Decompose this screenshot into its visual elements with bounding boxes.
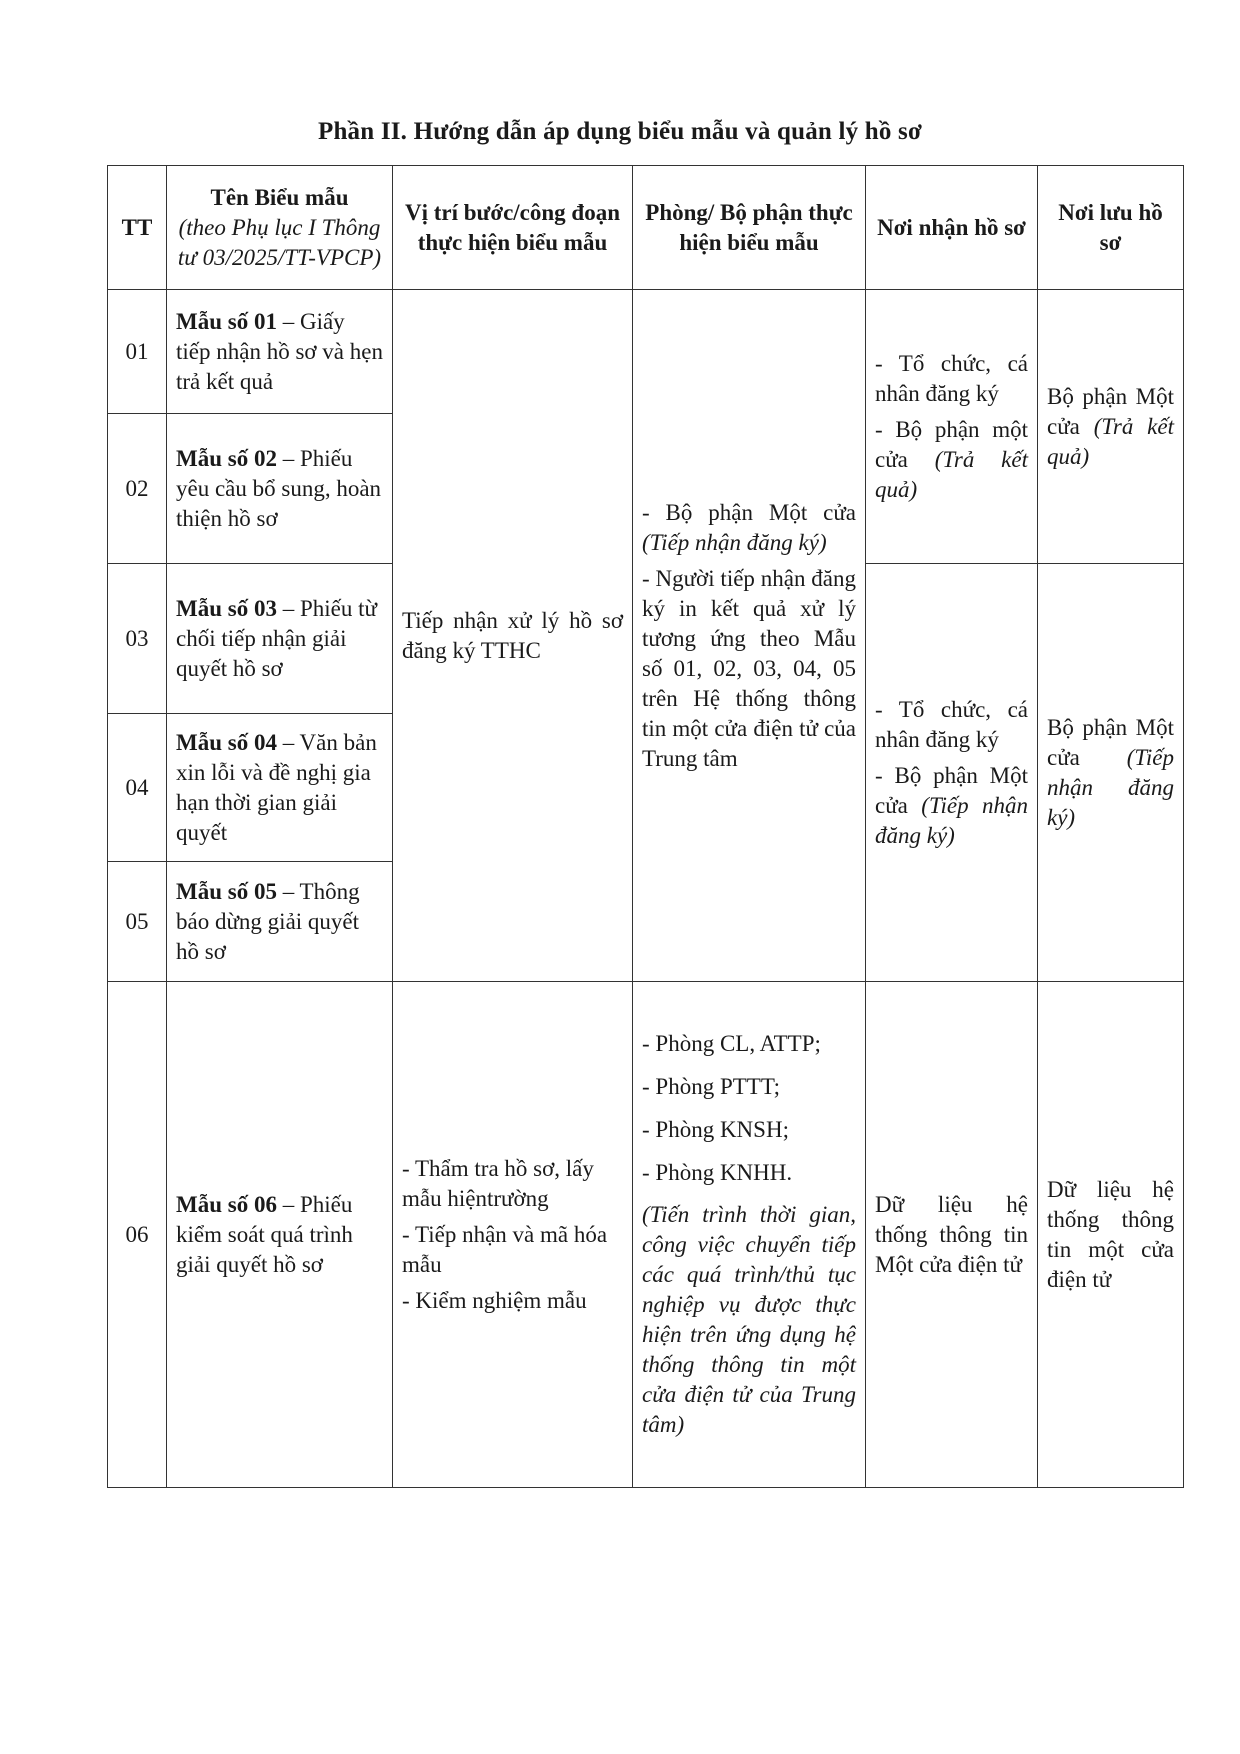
- header-form-name-note: (theo Phụ lục I Thông tư 03/2025/TT-VPCP): [177, 214, 382, 270]
- form-number: Mẫu số 06: [176, 1191, 277, 1217]
- form-number: Mẫu số 01: [176, 308, 277, 334]
- form-name-cell: [167, 982, 393, 1488]
- dept-item: - Phòng KNHH.: [642, 1160, 793, 1185]
- dept-note: (Tiến trình thời gian, công việc chuyển tiếp các quá trình/thủ tục nghiệp vụ được thực hiện trên ứng dụng hệ thống thông tin một cửa điện tử của Trung tâm): [642, 1202, 856, 1437]
- step-cell-group2: [393, 982, 633, 1488]
- form-description: – Phiếu yêu cầu bổ sung, hoàn thiện hồ sơ: [176, 445, 382, 531]
- form-name-cell: [167, 714, 393, 862]
- receiver-item: - Tổ chức, cá nhân đăng ký: [875, 350, 1028, 406]
- header-receiver: Nơi nhận hồ sơ: [866, 166, 1038, 290]
- storage-cell-a: [1038, 290, 1184, 564]
- dept-item-text: - Bộ phận Một cửa: [642, 499, 856, 525]
- receiver-item: [875, 761, 1028, 851]
- dept-item: - Phòng CL, ATTP;: [642, 1031, 821, 1056]
- row-number: 03: [108, 564, 167, 714]
- header-dept: Phòng/ Bộ phận thực hiện biểu mẫu: [633, 166, 866, 290]
- row-number: 05: [108, 862, 167, 982]
- row-number: 06: [108, 982, 167, 1488]
- table-row: [108, 290, 1184, 414]
- forms-table: [107, 165, 1184, 1488]
- row-number: 02: [108, 414, 167, 564]
- storage-cell-b: [1038, 564, 1184, 982]
- receiver-item-text: - Bộ phận một cửa: [875, 416, 1028, 472]
- row-number: 04: [108, 714, 167, 862]
- dept-item-note: (Tiếp nhận đăng ký): [642, 529, 827, 555]
- header-step: Vị trí bước/công đoạn thực hiện biểu mẫu: [393, 166, 633, 290]
- header-form-name: [167, 166, 393, 290]
- dept-cell-group2: [633, 982, 866, 1488]
- receiver-cell-group2: Dữ liệu hệ thống thông tin Một cửa điện tử: [866, 982, 1038, 1488]
- storage-note: (Tiếp nhận đăng ký): [1047, 744, 1174, 830]
- dept-item: - Phòng PTTT;: [642, 1074, 781, 1099]
- step-item: - Tiếp nhận và mã hóa mẫu: [402, 1221, 608, 1277]
- storage-text: Bộ phận Một cửa: [1047, 383, 1174, 439]
- form-description: – Văn bản xin lỗi và đề nghị gia hạn thời gian giải quyết: [176, 729, 377, 845]
- form-number: Mẫu số 04: [176, 729, 277, 755]
- storage-text: Bộ phận Một cửa: [1047, 714, 1174, 770]
- dept-item: [642, 498, 856, 558]
- receiver-item-note: (Trả kết quả): [875, 446, 1028, 502]
- header-row: [108, 166, 1184, 290]
- step-cell-group1: [393, 290, 633, 982]
- receiver-item-text: - Bộ phận Một cửa: [875, 762, 1028, 818]
- step-item: - Kiểm nghiệm mẫu: [402, 1287, 587, 1313]
- header-form-name-label: Tên Biểu mẫu: [210, 184, 349, 210]
- form-description: – Phiếu từ chối tiếp nhận giải quyết hồ sơ: [176, 595, 377, 681]
- storage-cell-group2: Dữ liệu hệ thống thông tin một cửa điện tử: [1038, 982, 1184, 1488]
- step-item: - Thẩm tra hồ sơ, lấy mẫu hiệntrường: [402, 1155, 594, 1211]
- step-text: Tiếp nhận xử lý hồ sơ đăng ký TTHC: [402, 607, 623, 663]
- form-number: Mẫu số 02: [176, 445, 277, 471]
- form-name-cell: [167, 564, 393, 714]
- receiver-cell-b: [866, 564, 1038, 982]
- form-name-cell: [167, 414, 393, 564]
- dept-item: - Người tiếp nhận đăng ký in kết quả xử lý tương ứng theo Mẫu số 01, 02, 03, 04, 05 trên Hệ thống thông tin một cửa điện tử của Trung tâm: [642, 565, 856, 771]
- receiver-cell-a: [866, 290, 1038, 564]
- dept-item: - Phòng KNSH;: [642, 1117, 789, 1142]
- form-name-cell: [167, 862, 393, 982]
- header-tt: TT: [108, 166, 167, 290]
- receiver-item: [875, 415, 1028, 505]
- form-description: – Giấy tiếp nhận hồ sơ và hẹn trả kết quả: [176, 308, 383, 394]
- form-number: Mẫu số 03: [176, 595, 277, 621]
- form-number: Mẫu số 05: [176, 878, 277, 904]
- form-description: – Thông báo dừng giải quyết hồ sơ: [176, 878, 360, 964]
- storage-note: (Trả kết quả): [1047, 413, 1174, 469]
- page-title: Phần II. Hướng dẫn áp dụng biểu mẫu và quản lý hồ sơ: [317, 118, 922, 145]
- dept-cell-group1: [633, 290, 866, 982]
- table-row: [108, 982, 1184, 1488]
- receiver-item-note: (Tiếp nhận đăng ký): [875, 792, 1028, 848]
- receiver-item: - Tổ chức, cá nhân đăng ký: [875, 696, 1028, 752]
- form-description: – Phiếu kiểm soát quá trình giải quyết hồ sơ: [176, 1191, 353, 1277]
- row-number: 01: [108, 290, 167, 414]
- header-storage: Nơi lưu hồ sơ: [1038, 166, 1184, 290]
- form-name-cell: [167, 290, 393, 414]
